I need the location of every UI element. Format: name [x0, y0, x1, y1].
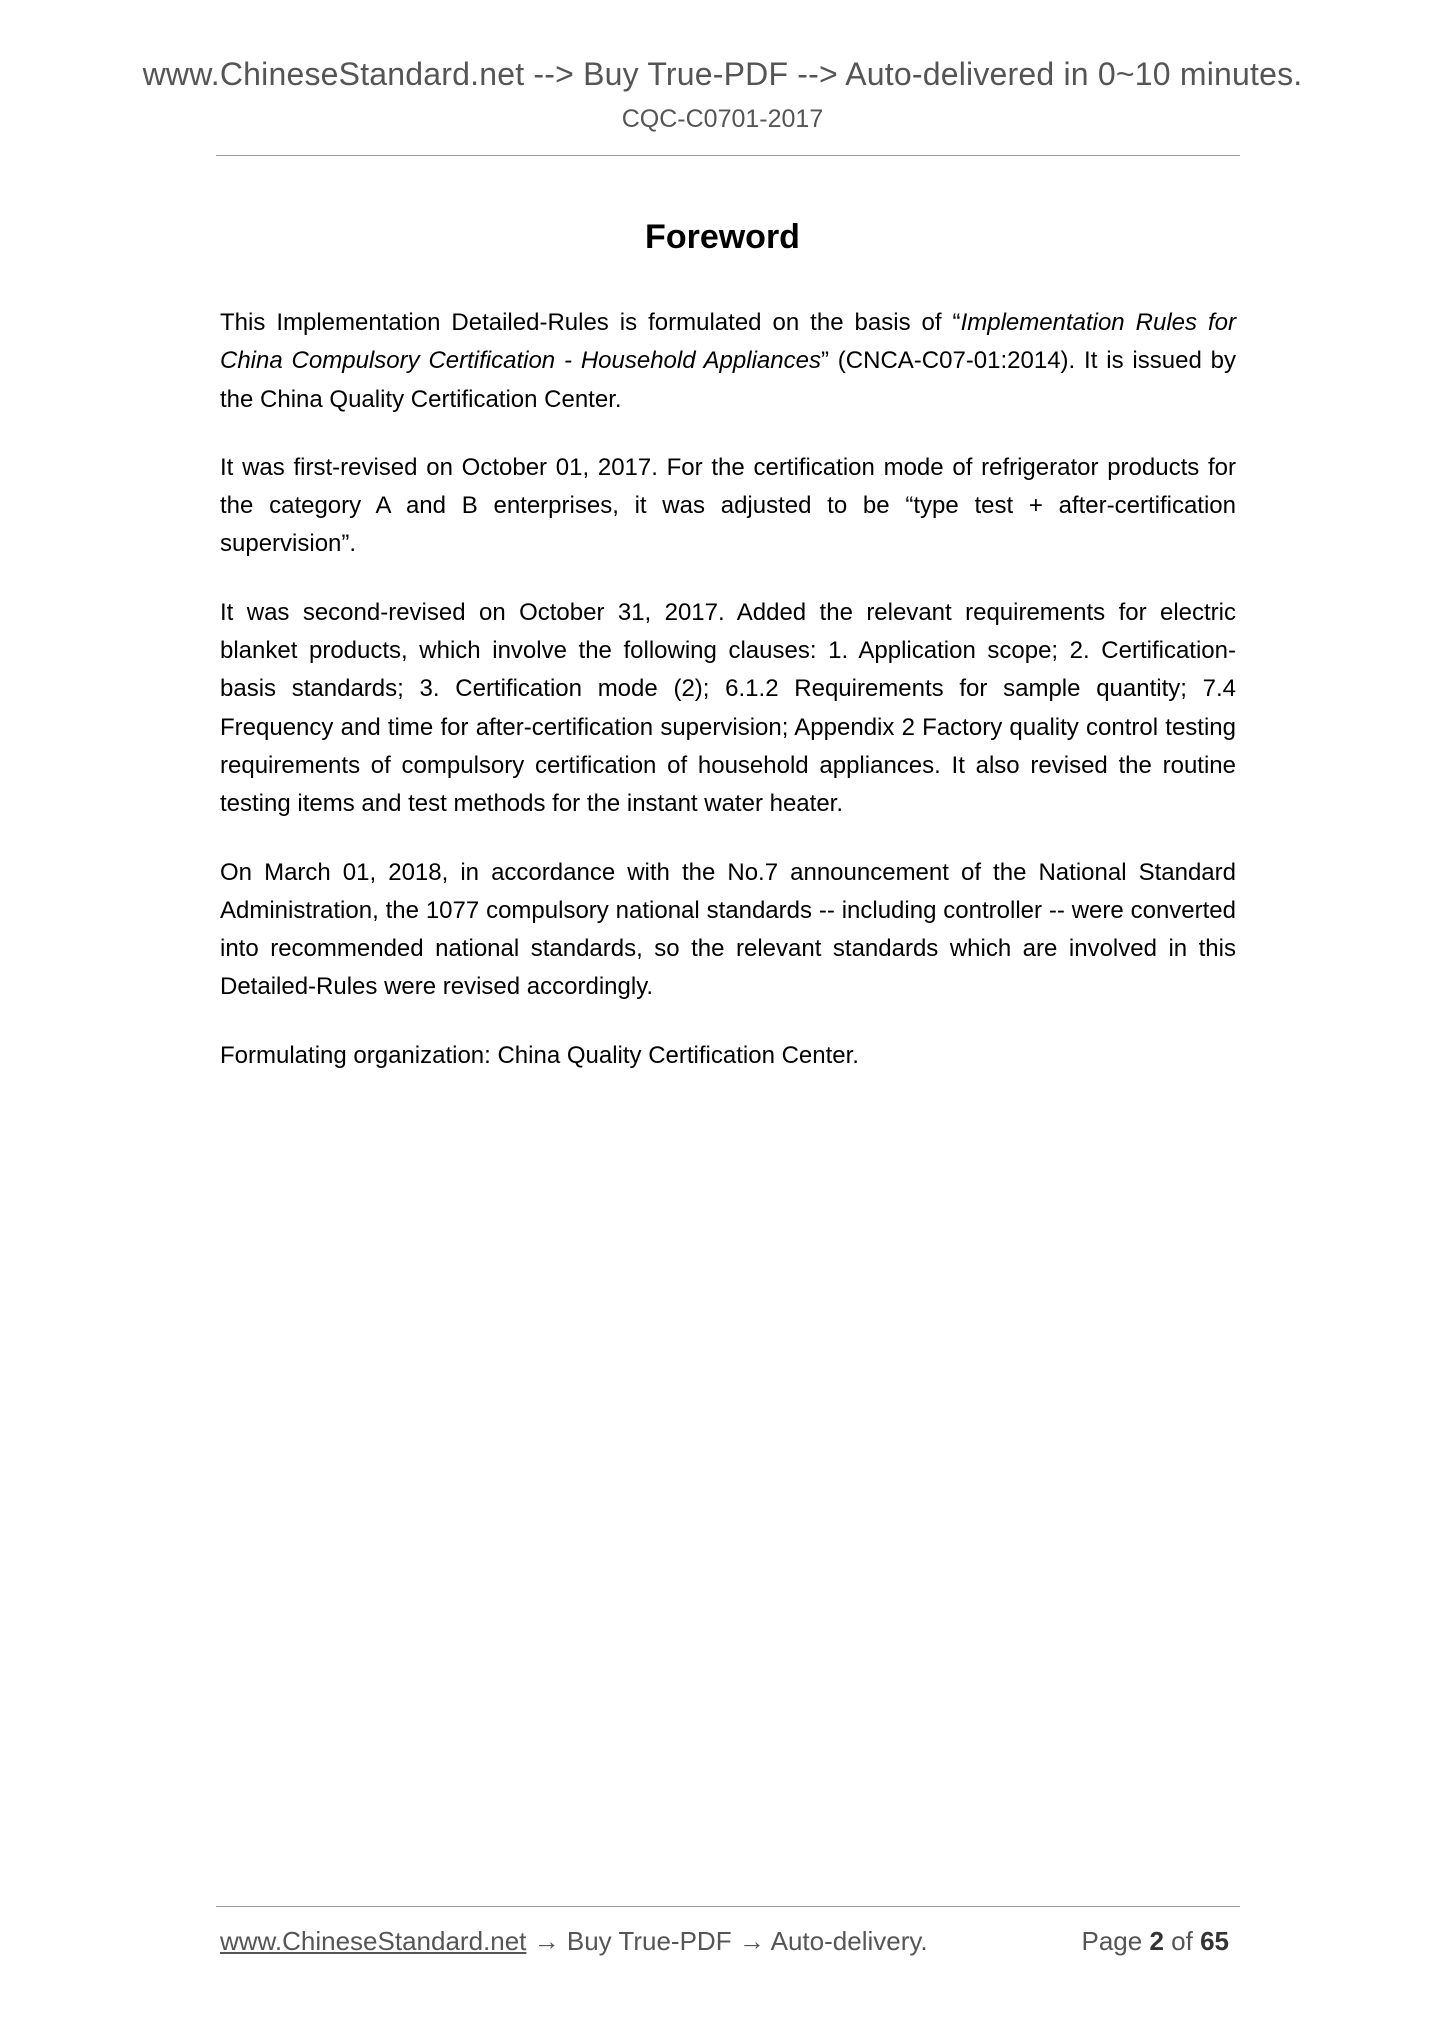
page-of-label: of: [1171, 1926, 1193, 1956]
paragraph-organization: Formulating organization: China Quality Certification Center.: [220, 1041, 859, 1069]
page-title: Foreword: [645, 218, 800, 256]
footer-links: [220, 1926, 928, 1957]
footer-divider: [216, 1906, 1240, 1907]
paragraph-basis: [220, 304, 1236, 419]
page-total: 65: [1200, 1926, 1229, 1956]
document-code: CQC-C0701-2017: [621, 105, 824, 133]
page-current: 2: [1149, 1926, 1164, 1956]
paragraph-basis-lead: This Implementation Detailed-Rules is formulated on the basis of “: [220, 309, 961, 336]
paragraph-second-revision: It was second-revised on October 31, 2017. Added the relevant requirements for electric blanket products, which involve the following clauses: 1. Application scope; 2. Certification-basis standards; 3. Certification mode (2); 6.1.2 Requirements for sample quantity; 7.4 Frequency and time for after-certification supervision; Appendix 2 Factory quality control testing requirements of compulsory certification of household appliances. It also revised the routine testing items and test methods for the instant water heater.: [220, 598, 1236, 818]
arrow-right-icon: →: [533, 1926, 560, 1956]
footer-buy-text: Buy True-PDF: [566, 1926, 732, 1956]
page-number: [1081, 1926, 1229, 1957]
header-banner: www.ChineseStandard.net --> Buy True-PDF --> Auto-delivered in 0~10 minutes.: [142, 56, 1303, 92]
paragraph-basis-tail: ” (CNCA-C07-01:2014). It is issued by the China Quality Certification Center.: [220, 347, 1236, 413]
arrow-right-icon: →: [738, 1926, 765, 1956]
paragraph-basis-italic-title: Implementation Rules for China Compulsory Certification - Household Appliances: [220, 309, 1236, 375]
foreword-body: [220, 304, 1236, 1105]
footer-delivery-text: Auto-delivery.: [770, 1926, 928, 1956]
paragraph-first-revision: It was first-revised on October 01, 2017. For the certification mode of refrigerator products for the category A and B enterprises, it was adjusted to be “type test + after-certification supervision”.: [220, 453, 1236, 558]
page-label: Page: [1081, 1926, 1143, 1956]
paragraph-standards-conversion: On March 01, 2018, in accordance with the No.7 announcement of the National Standard Administration, the 1077 compulsory national standards -- including controller -- were converted into recommended national standards, so the relevant standards which are involved in this Detailed-Rules were revised accordingly.: [220, 858, 1236, 1001]
footer-site-link[interactable]: www.ChineseStandard.net: [220, 1926, 527, 1956]
header-divider: [216, 155, 1240, 156]
